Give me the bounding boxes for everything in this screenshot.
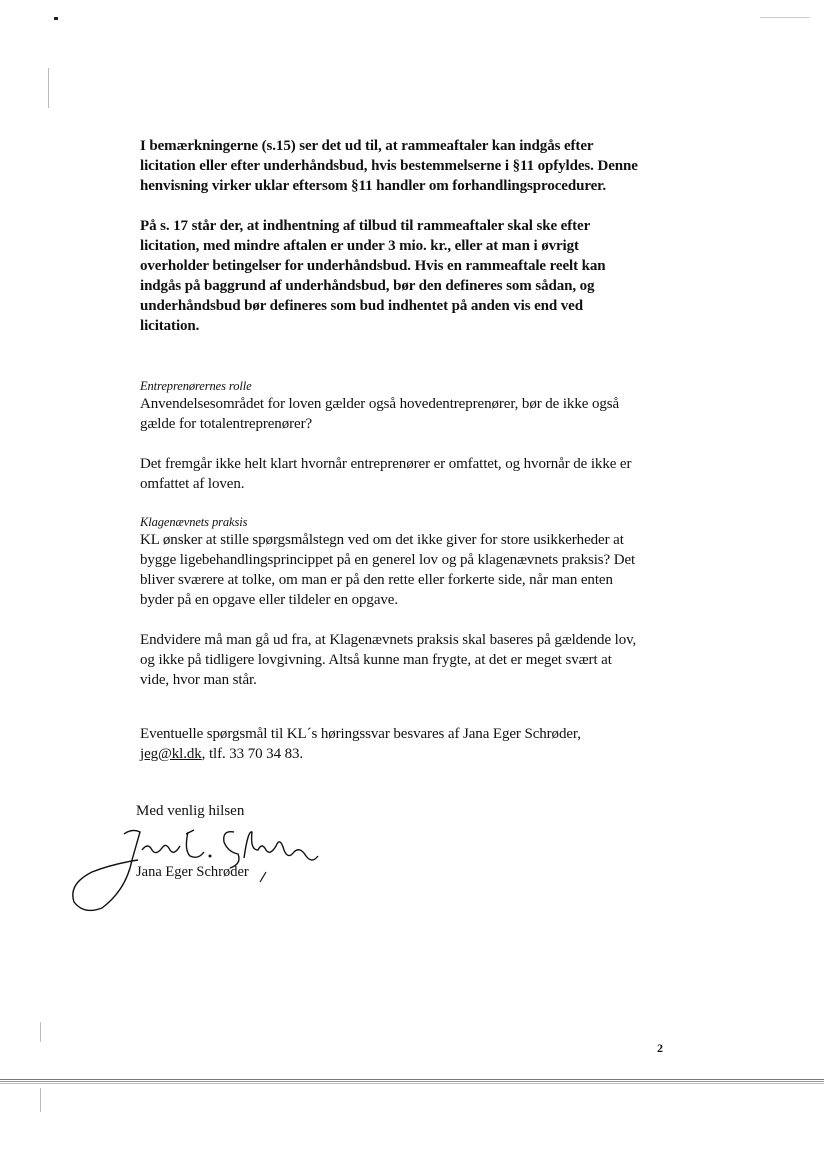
paragraph-page17: På s. 17 står der, at indhentning af tilbud til rammeaftaler skal ske efter licitation, med mindre aftalen er under 3 mio. kr., eller at man i øvrigt overholder betingelser for underhåndsbud. Hvis en rammeaftale reelt kan indgås på baggrund af underhåndsbud, bør den defineres som sådan, og underhåndsbud bør defineres som bud indhentet på anden vis end ved licitation. bbox=[140, 218, 606, 334]
scan-speck bbox=[48, 68, 49, 108]
paragraph-remarks: I bemærkningerne (s.15) ser det ud til, at rammeaftaler kan indgås efter licitation eller efter underhåndsbud, hvis bestemmelserne i §11 opfyldes. Denne henvisning virker uklar eftersom §11 handler om forhandlingsprocedurer. bbox=[140, 138, 638, 194]
paragraph-scope: Anvendelsesområdet for loven gælder også hovedentreprenører, bør de ikke også gælde for totalentreprenører? bbox=[140, 396, 620, 432]
section-entreprenor bbox=[140, 378, 640, 494]
paragraph-unclear: Det fremgår ikke helt klart hvornår entreprenører er omfattet, og hvornår de ikke er omfattet af loven. bbox=[140, 456, 632, 492]
section-klage bbox=[140, 514, 640, 690]
contact-paragraph bbox=[140, 724, 640, 764]
scan-speck bbox=[40, 1088, 41, 1112]
contact-phone: , tlf. 33 70 34 83. bbox=[201, 746, 304, 762]
contact-text: Eventuelle spørgsmål til KL´s høringssvar besvares af Jana Eger Schrøder, bbox=[140, 726, 581, 742]
section-heading-klage: Klagenævnets praksis bbox=[140, 515, 248, 529]
scan-speck bbox=[40, 1022, 41, 1042]
scan-speck bbox=[54, 17, 58, 20]
signer-name: Jana Eger Schrøder bbox=[136, 864, 249, 880]
email-link[interactable]: jeg@kl.dk bbox=[140, 746, 202, 762]
scan-artifact-line bbox=[0, 1078, 824, 1085]
paragraph-kl-question: KL ønsker at stille spørgsmålstegn ved om det ikke giver for store usikkerheder at bygge ligebehandlingsprincippet på en generel lov og på klagenævnets praksis? Det bliver sværere at tolke, om man er på den rette eller forkerte side, når man enten byder på en opgave eller tildeler en opgave. bbox=[140, 532, 636, 608]
closing-greeting: Med venlig hilsen bbox=[136, 803, 245, 819]
body-text bbox=[140, 136, 640, 336]
scan-speck bbox=[760, 17, 810, 18]
page-number: 2 bbox=[657, 1041, 663, 1055]
paragraph-praxis: Endvidere må man gå ud fra, at Klagenævnets praksis skal baseres på gældende lov, og ikke på tidligere lovgivning. Altså kunne man frygte, at det er meget svært at vide, hvor man står. bbox=[140, 632, 637, 688]
section-heading-entreprenor: Entreprenørernes rolle bbox=[140, 379, 252, 393]
